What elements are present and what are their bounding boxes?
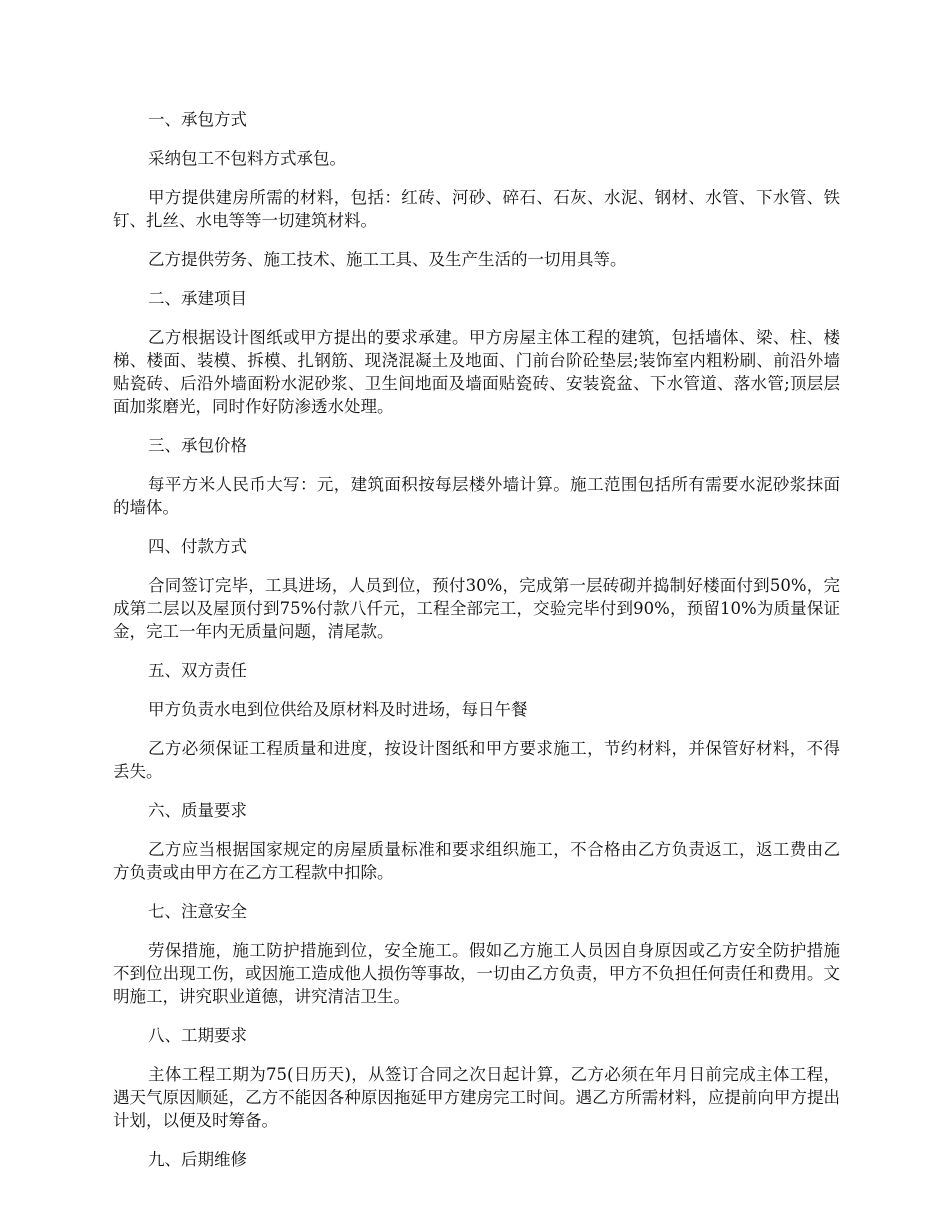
paragraph: 甲方负责水电到位供给及原材料及时进场，每日午餐	[148, 700, 528, 719]
paragraph: 合同签订完毕，工具进场，人员到位，预付30%，完成第一层砖砌并捣制好楼面付到50%，完成第二层以及屋顶付到75%付款八仟元，工程全部完工，交验完毕付到90%，预留10%为质量保证金，完工一年内无质量问题，清尾款。	[113, 576, 840, 641]
document-page	[113, 108, 840, 1187]
paragraph: 乙方提供劳务、施工技术、施工工具、及生产生活的一切用具等。	[148, 250, 627, 269]
section-heading-quality: 六、质量要求	[148, 801, 247, 820]
paragraph: 主体工程工期为75(日历天)，从签订合同之次日起计算，乙方必须在年月日前完成主体工程，遇天气原因顺延，乙方不能因各种原因拖延甲方建房完工时间。遇乙方所需材料，应提前向甲方提出计划，以便及时筹备。	[113, 1065, 840, 1130]
paragraph: 乙方必须保证工程质量和进度，按设计图纸和甲方要求施工，节约材料，并保管好材料，不得丢失。	[113, 739, 840, 781]
section-heading-safety: 七、注意安全	[148, 902, 247, 921]
paragraph: 乙方根据设计图纸或甲方提出的要求承建。甲方房屋主体工程的建筑，包括墙体、梁、柱、楼梯、楼面、装模、拆模、扎钢筋、现浇混凝土及地面、门前台阶砼垫层;装饰室内粗粉刷、前沿外墙贴瓷砖、后沿外墙面粉水泥砂浆、卫生间地面及墙面贴瓷砖、安装瓷盆、下水管道、落水管;顶层层面加浆磨光，同时作好防渗透水处理。	[113, 328, 840, 416]
section-heading-payment: 四、付款方式	[148, 537, 247, 556]
section-heading-contract-method: 一、承包方式	[148, 110, 247, 129]
section-heading-maintenance: 九、后期维修	[148, 1150, 247, 1169]
paragraph: 采纳包工不包料方式承包。	[148, 149, 346, 168]
paragraph: 甲方提供建房所需的材料，包括：红砖、河砂、碎石、石灰、水泥、钢材、水管、下水管、铁钉、扎丝、水电等等一切建筑材料。	[113, 188, 840, 230]
paragraph: 劳保措施，施工防护措施到位，安全施工。假如乙方施工人员因自身原因或乙方安全防护措施不到位出现工伤，或因施工造成他人损伤等事故，一切由乙方负责，甲方不负担任何责任和费用。文明施工，讲究职业道德，讲究清洁卫生。	[113, 941, 840, 1006]
section-heading-project: 二、承建项目	[148, 289, 247, 308]
section-heading-schedule: 八、工期要求	[148, 1026, 247, 1045]
section-heading-price: 三、承包价格	[148, 436, 247, 455]
section-heading-responsibilities: 五、双方责任	[148, 661, 247, 680]
paragraph: 每平方米人民币大写：元，建筑面积按每层楼外墙计算。施工范围包括所有需要水泥砂浆抹面的墙体。	[113, 475, 840, 517]
paragraph: 乙方应当根据国家规定的房屋质量标准和要求组织施工，不合格由乙方负责返工，返工费由乙方负责或由甲方在乙方工程款中扣除。	[113, 840, 840, 882]
